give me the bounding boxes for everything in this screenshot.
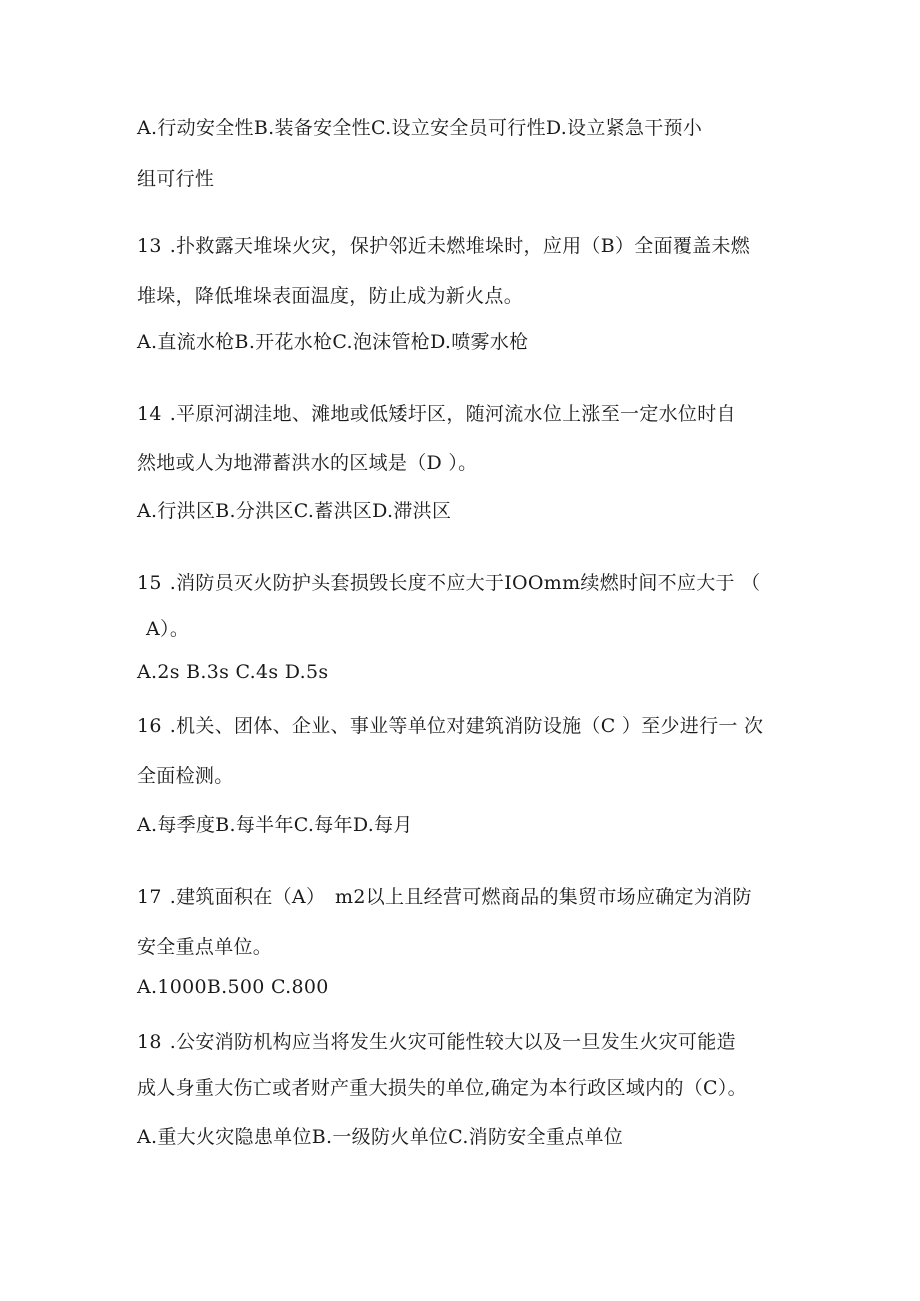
question-15-options: A.2s B.3s C.4s D.5s (137, 661, 329, 683)
question-18-text: .公安消防机构应当将发生火灾可能性较大以及一旦发生火灾可能造 (169, 1031, 736, 1053)
question-14-text-line2: 然地或人为地滞蓄洪水的区域是（D ）。 (137, 452, 478, 474)
question-15-text-line1 (137, 570, 760, 596)
question-16-text: .机关、团体、企业、事业等单位对建筑消防设施（C ）至少进行一 次 (169, 715, 764, 737)
prev-question-options-line2: 组可行性 (137, 168, 215, 190)
question-18-text-line2: 成人身重大伤亡或者财产重大损失的单位,确定为本行政区域内的（C）。 (137, 1077, 747, 1099)
question-13-options: A.直流水枪B.开花水枪C.泡沫管枪D.喷雾水枪 (137, 331, 529, 353)
question-18-text-line1 (137, 1029, 736, 1055)
question-17-text-line2: 安全重点单位。 (137, 936, 273, 958)
question-17-text-line1 (137, 884, 752, 910)
question-16-text-line2: 全面检测。 (137, 765, 234, 787)
question-17-number: 17 (137, 886, 162, 908)
question-18-options: A.重大火灾隐患单位B.一级防火单位C.消防安全重点单位 (137, 1126, 624, 1148)
question-14-text-line1 (137, 401, 736, 427)
question-16-text-line1 (137, 713, 763, 739)
question-17-options: A.1000B.500 C.800 (137, 976, 329, 998)
question-16-options: A.每季度B.每半年C.每年D.每月 (137, 814, 413, 836)
question-14-number: 14 (137, 403, 162, 425)
question-15-text-line2: A）。 (146, 618, 190, 640)
question-18-number: 18 (137, 1031, 162, 1053)
question-16-number: 16 (137, 715, 162, 737)
question-13-text-line2: 堆垛，降低堆垛表面温度，防止成为新火点。 (137, 285, 524, 307)
question-13-number: 13 (137, 235, 162, 257)
question-15-number: 15 (137, 572, 162, 594)
question-14-options: A.行洪区B.分洪区C.蓄洪区D.滞洪区 (137, 500, 452, 522)
question-13-text-line1 (137, 233, 750, 259)
question-17-text: .建筑面积在（A） m2以上且经营可燃商品的集贸市场应确定为消防 (169, 886, 752, 908)
question-13-text: .扑救露天堆垛火灾，保护邻近未燃堆垛时，应用（B）全面覆盖未燃 (169, 235, 751, 257)
prev-question-options-line1: A.行动安全性B.装备安全性C.设立安全员可行性D.设立紧急干预小 (137, 117, 703, 139)
question-14-text: .平原河湖洼地、滩地或低矮圩区，随河流水位上涨至一定水位时自 (169, 403, 736, 425)
question-15-text: .消防员灭火防护头套损毁长度不应大于IOOmm续燃时间不应大于 （ (169, 572, 761, 594)
